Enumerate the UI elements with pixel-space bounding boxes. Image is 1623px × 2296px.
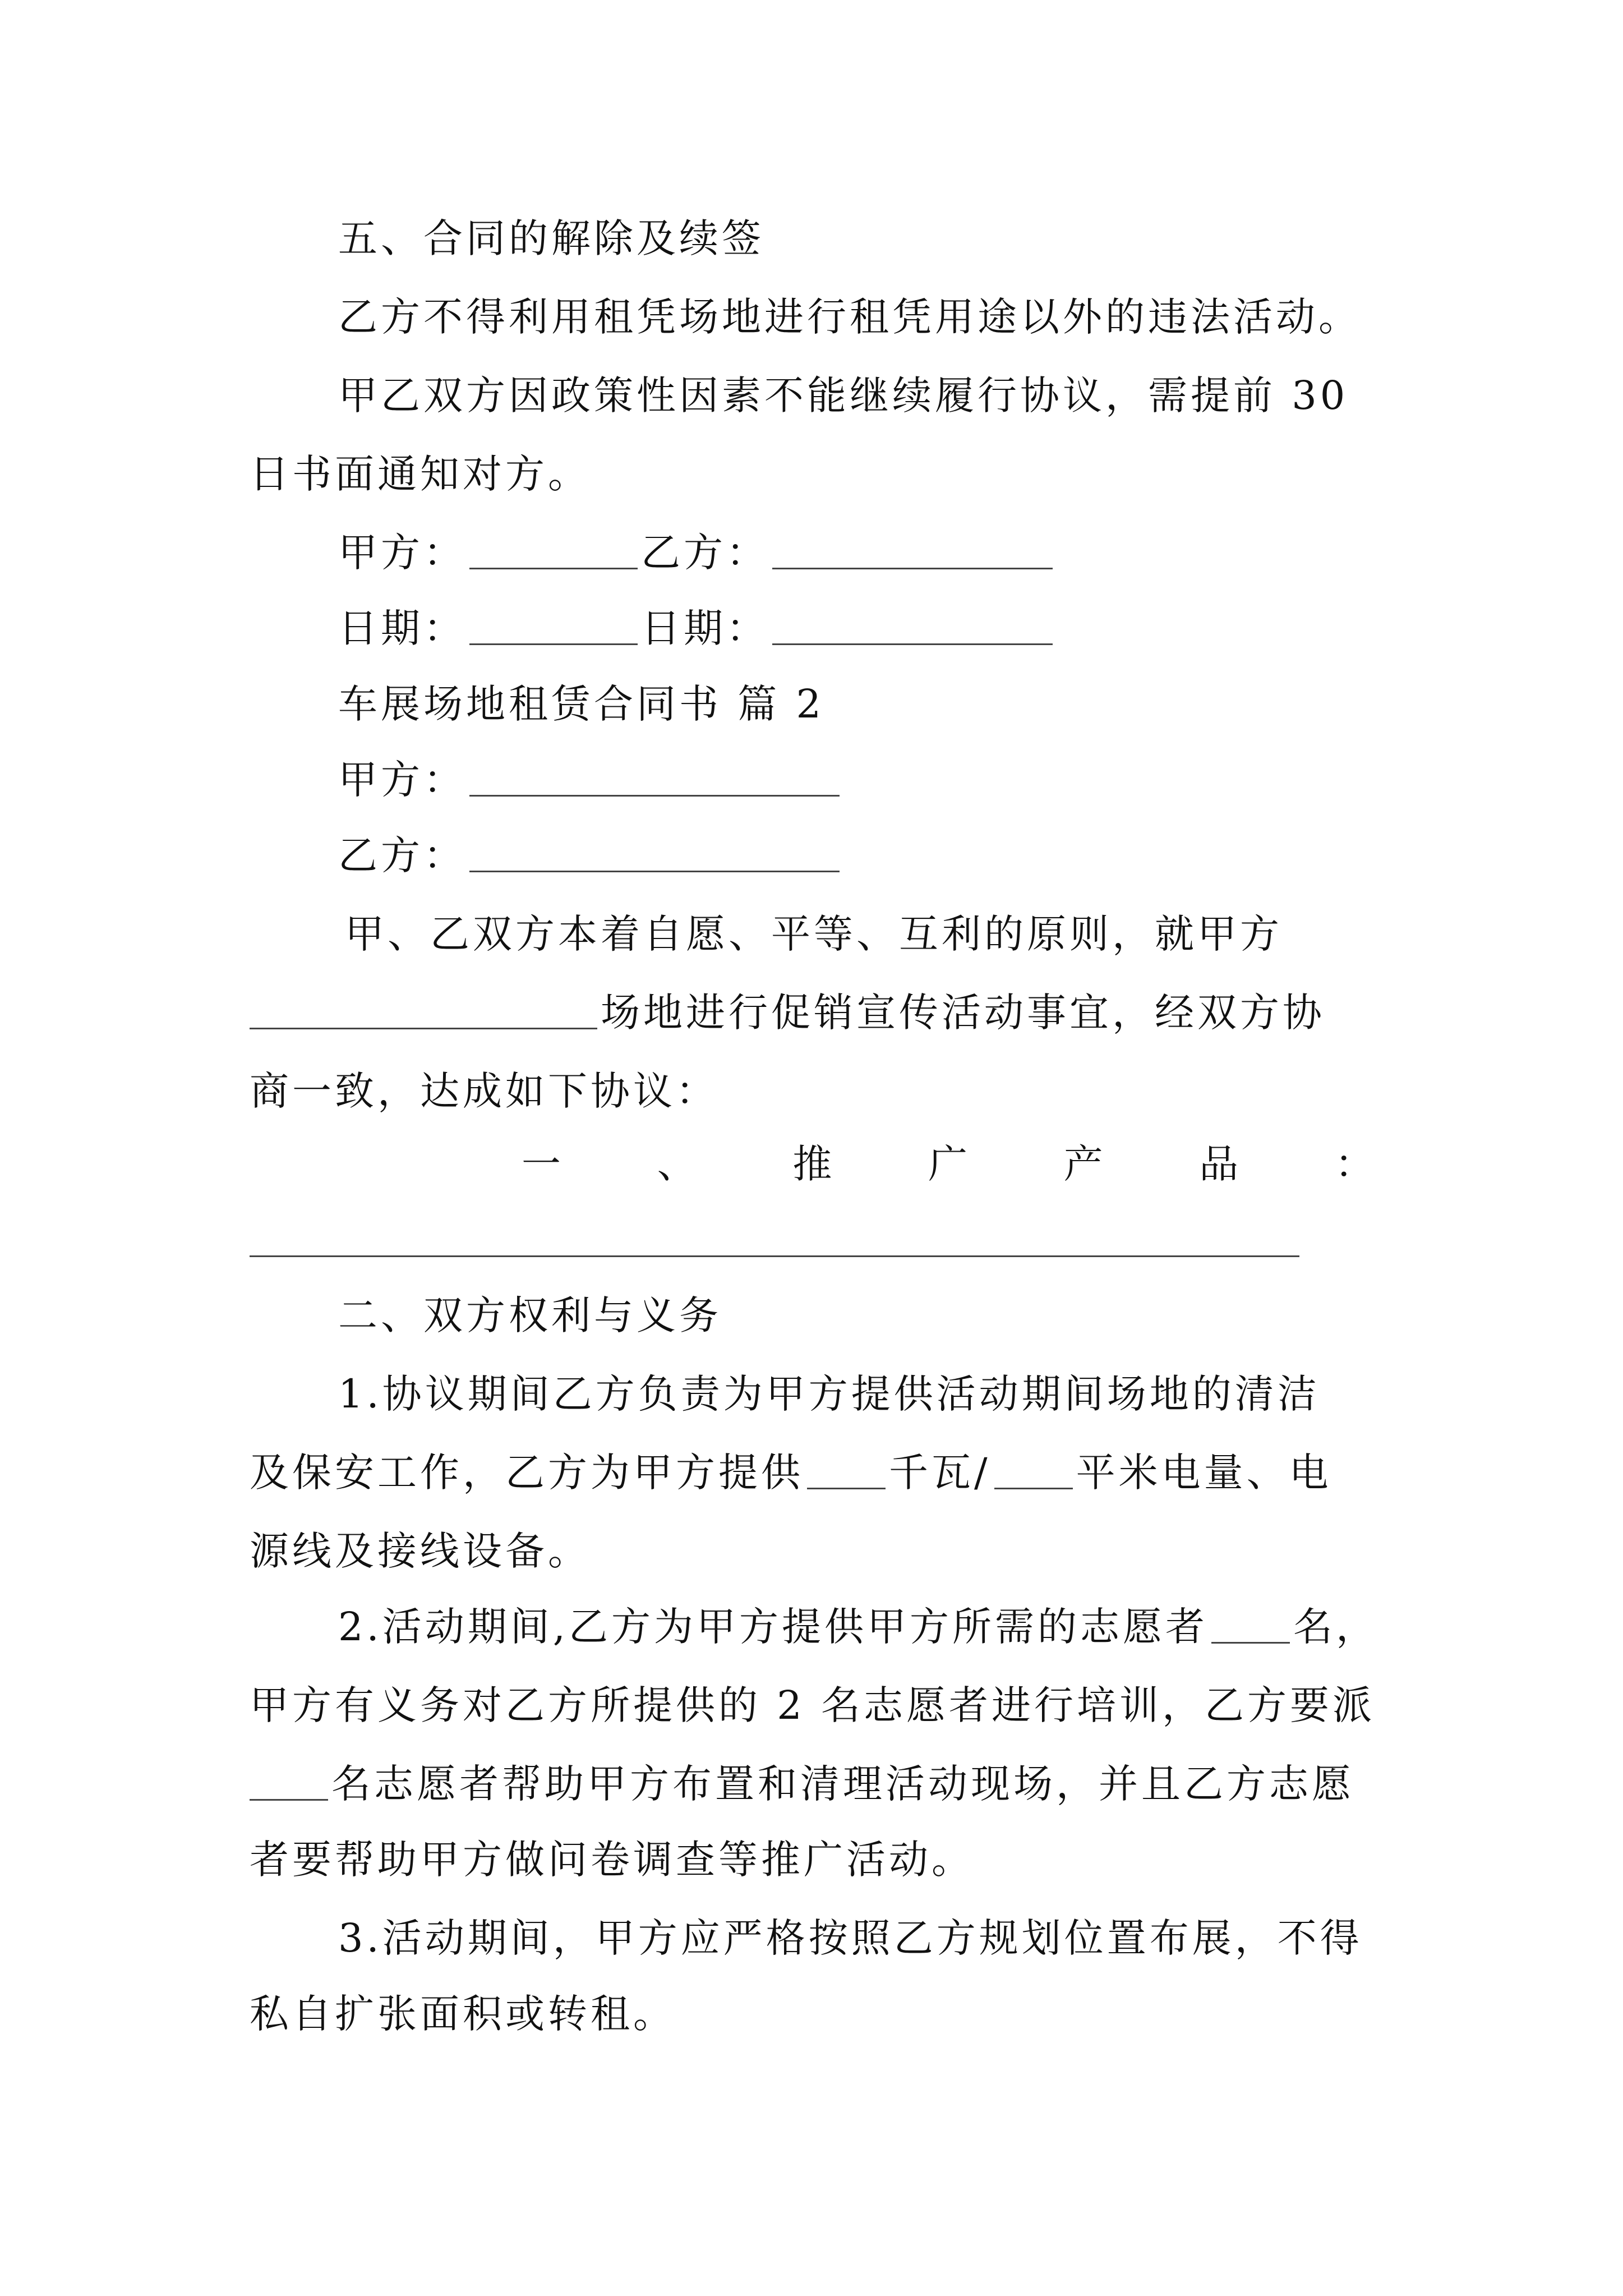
square-meter-blank (994, 1454, 1073, 1489)
party-a-blank (469, 534, 638, 569)
contract-2-party-a-blank (469, 761, 840, 797)
section-5-paragraph-1: 乙方不得利用租凭场地进行租凭用途以外的违法活动。 (338, 294, 1361, 340)
volunteer-count-blank (1211, 1608, 1290, 1644)
item-2-line-2: 甲方有义务对乙方所提供的 2 名志愿者进行培训，乙方要派 (250, 1682, 1376, 1728)
contract-2-party-b-blank (469, 837, 840, 872)
date-b-blank (772, 610, 1053, 645)
item-1-line-1: 1.协议期间乙方负责为甲方提供活动期间场地的清洁 (338, 1371, 1320, 1417)
section-1-char: 一 (522, 1141, 561, 1187)
date-b-label: 日期： (641, 605, 769, 651)
item-1-line-2 (250, 1444, 1332, 1501)
item-2-line-1 (338, 1599, 1378, 1655)
contract-2-party-a-row (338, 752, 843, 808)
volunteer-assign-blank (250, 1765, 328, 1801)
section-1-char: 推 (792, 1141, 832, 1187)
section-1-heading (522, 1136, 1374, 1192)
party-a-label: 甲方： (338, 530, 466, 576)
signature-party-row (338, 524, 1056, 581)
section-5-heading: 五、合同的解除及续签 (338, 215, 764, 261)
item-2-line-1-part-a: 2.活动期间,乙方为甲方提供甲方所需的志愿者 (338, 1604, 1209, 1650)
product-blank-line (250, 1255, 1299, 1257)
item-1-line-2-part-b: 千瓦/ (889, 1450, 991, 1496)
item-1-line-3: 源线及接线设备。 (250, 1528, 591, 1574)
item-3-line-2: 私自扩张面积或转租。 (250, 1991, 676, 2037)
contract-2-intro-line-2-row (250, 984, 1325, 1041)
item-2-line-1-part-b: 名， (1293, 1604, 1379, 1650)
section-2-heading: 二、双方权利与义务 (338, 1292, 722, 1338)
kilowatt-blank (807, 1454, 886, 1489)
item-2-line-3-text: 名志愿者帮助甲方布置和清理活动现场，并且乙方志愿 (331, 1761, 1354, 1807)
section-5-paragraph-2-line-1: 甲乙双方因政策性因素不能继续履行协议，需提前 30 (338, 372, 1349, 418)
item-1-line-2-part-a: 及保安工作，乙方为甲方提供 (250, 1450, 804, 1496)
signature-date-row (338, 600, 1056, 656)
contract-2-title: 车展场地租赁合同书 篇 2 (338, 681, 825, 727)
contract-2-intro-line-2: 场地进行促销宣传活动事宜，经双方协 (601, 990, 1325, 1036)
section-1-char: 品 (1199, 1141, 1239, 1187)
item-3-line-1: 3.活动期间，甲方应严格按照乙方规划位置布展，不得 (338, 1915, 1363, 1961)
section-1-char: 广 (928, 1141, 967, 1187)
contract-2-party-a-label: 甲方： (338, 757, 466, 803)
item-2-line-3 (250, 1756, 1354, 1812)
item-1-line-2-part-c: 平米电量、电 (1076, 1450, 1332, 1496)
contract-2-intro-line-3: 商一致，达成如下协议： (250, 1068, 718, 1114)
contract-2-party-b-label: 乙方： (338, 832, 466, 878)
item-2-line-4: 者要帮助甲方做问卷调查等推广活动。 (250, 1837, 974, 1883)
section-5-paragraph-2-line-2: 日书面通知对方。 (250, 451, 591, 497)
section-1-char: 、 (657, 1141, 697, 1187)
date-a-label: 日期： (338, 605, 466, 651)
section-1-char: 产 (1063, 1141, 1103, 1187)
date-a-blank (469, 610, 638, 645)
contract-2-intro-line-1: 甲、乙双方本着自愿、平等、互利的原则，就甲方 (345, 911, 1283, 957)
party-b-label: 乙方： (641, 530, 769, 576)
contract-2-party-b-row (338, 827, 843, 884)
section-1-char: ： (1334, 1141, 1374, 1187)
party-b-blank (772, 534, 1053, 569)
venue-blank (250, 994, 597, 1029)
